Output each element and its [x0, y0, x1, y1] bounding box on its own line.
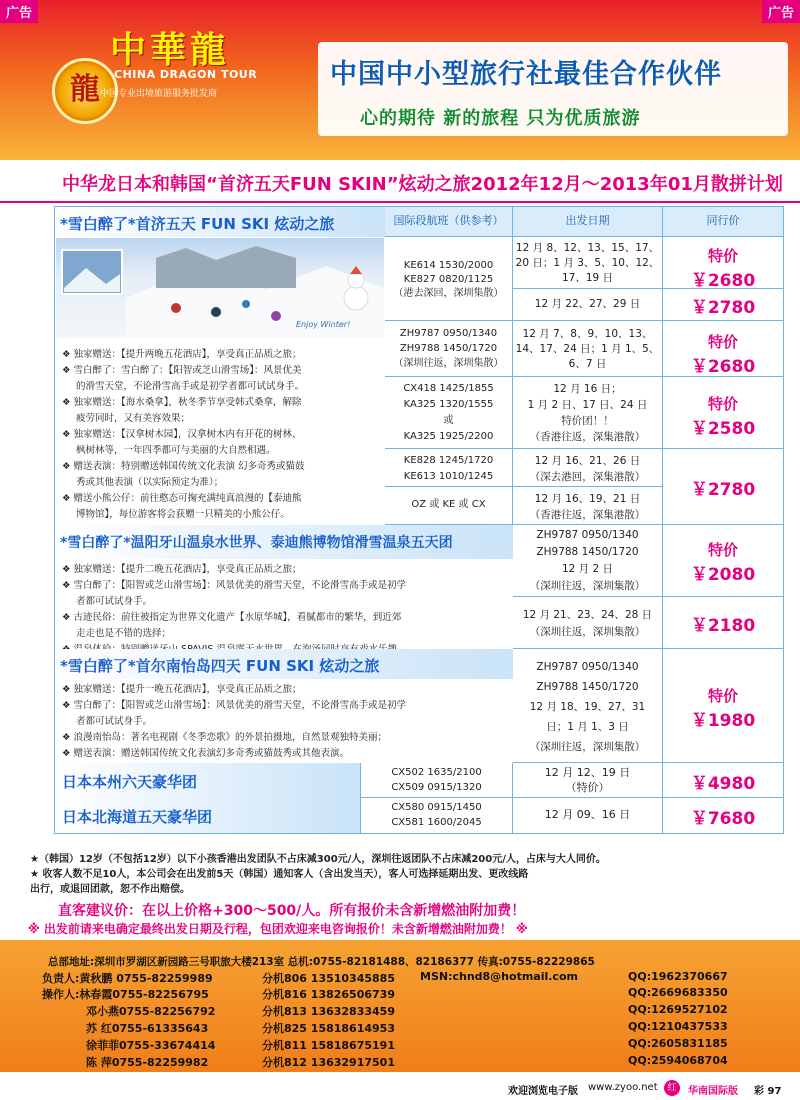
column-header-price: 同行价 [663, 207, 783, 237]
price-label: 特价 [707, 333, 738, 351]
price-label: 特价 [707, 247, 738, 265]
flight-line: ZH9787 0950/1340 [399, 328, 498, 339]
feature-item: ❖ 古迹民俗：前往被指定为世界文化遗产【水原华城】，看腻都市的繁华，到近郊 [62, 612, 402, 623]
contact-name: 操作人:林春霞0755-82256795 [42, 988, 209, 1001]
date-line: 12 月 16、21、26 日 [534, 455, 641, 467]
price-cell [663, 449, 783, 525]
contact-ext: 分机813 13632833459 [262, 1005, 395, 1018]
feature-item: ❖ 雪白醉了：【阳智或芝山滑雪场】：风景优美的滑雪天堂，不论滑雪高手或是初学 [62, 580, 407, 591]
flights-cell [360, 798, 513, 833]
dates-cell [513, 649, 663, 763]
date-line: ZH9788 1450/1720 [536, 546, 639, 558]
contact-qq: QQ:1210437533 [628, 1020, 728, 1033]
flight-line: CX581 1600/2045 [391, 817, 482, 828]
flights-cell [385, 449, 513, 487]
page-number: 彩 97 [754, 1086, 782, 1097]
hq-address: 总部地址:深圳市罗湖区新园路三号职旅大楼213室 总机:0755-82181488、82186377 传真:0755-82229865 [48, 956, 595, 968]
tour-name: *雪白醉了*温阳牙山温泉水世界、泰迪熊博物馆滑雪温泉五天团 [60, 535, 453, 551]
date-line: 20 日；1 月 3、5、10、12、 [515, 257, 660, 269]
contact-name: 苏 红0755-61335643 [86, 1022, 209, 1035]
flight-line: OZ 或 KE 或 CX [411, 499, 486, 510]
date-line: 特价团！！ [561, 415, 614, 427]
tour-features-3 [62, 682, 512, 762]
column-header-flights: 国际段航班（供参考） [385, 207, 513, 237]
date-line: （深圳往返，深圳集散） [529, 580, 646, 592]
price-value: ￥4980 [690, 774, 756, 794]
date-line: 12 月 09、16 日 [544, 808, 631, 821]
tour-name: 日本本州六天豪华团 [62, 773, 198, 791]
feature-item: 秀或其他表演（以实际预定为准）； [76, 477, 224, 488]
flights-cell [385, 487, 513, 525]
date-line: （深圳往返，深圳集散） [529, 626, 646, 638]
tour-features-1 [62, 347, 384, 523]
date-line: 12 月 21、23、24、28 日 [522, 609, 653, 621]
date-line: 12 月 7、8、9、10、13、 [522, 328, 653, 340]
date-line: 12 月 12、19 日 [544, 766, 631, 779]
dates-cell [513, 449, 663, 487]
feature-item: ❖ 浪漫南怡岛：著名电视剧《冬季恋歌》的外景拍摄地，自然景观独特美丽； [62, 732, 388, 743]
feature-item: ❖ 赠送表演：赠送韩国传统文化表演幻多奇秀或猫鼓秀或其他表演。 [62, 748, 350, 759]
ad-tag-right: 广告 [762, 0, 800, 23]
dates-cell [513, 377, 663, 449]
flight-line: 或 [443, 415, 454, 426]
price-value: ￥2680 [690, 357, 756, 377]
dates-cell [513, 289, 663, 321]
flight-line: KE827 0820/1125 [403, 274, 494, 285]
feature-item: 疲劳同时，又有美容效果； [76, 413, 191, 424]
feature-item: ❖ 雪白醉了：雪白醉了：【阳智或芝山滑雪场】：风景优美 [62, 365, 302, 376]
ad-tag-left: 广告 [0, 0, 38, 23]
date-line: （深去港回，深集港散） [529, 471, 646, 483]
slogan: 心的期待 新的旅程 只为优质旅游 [360, 108, 641, 129]
date-line: 14、17、24 日；1 月 1、5、 [515, 343, 660, 355]
flight-line: （深圳往返，深圳集散） [393, 358, 504, 369]
price-cell [663, 763, 783, 798]
contact-ext: 分机811 15818675191 [262, 1039, 395, 1052]
feature-item: 的滑雪天堂，不论滑雪高手或是初学者都可试试身手。 [76, 381, 305, 392]
contact-ext: 分机816 13826506739 [262, 988, 395, 1001]
date-line: （深圳往返，深圳集散） [529, 741, 646, 753]
date-line: 日；1 月 1、3 日 [546, 721, 629, 733]
date-line: （香港往返，深集港散） [529, 431, 646, 443]
date-line: 12 月 16 日； [553, 383, 622, 395]
price-cell [663, 289, 783, 321]
dates-cell [513, 525, 663, 597]
feature-item: ❖ 赠送表演：特别赠送韩国传统文化表演 幻多奇秀或猫鼓 [62, 461, 305, 472]
column-header-dates: 出发日期 [513, 207, 663, 237]
flight-line: KE828 1245/1720 [403, 455, 494, 466]
flight-line: CX509 0915/1320 [391, 782, 482, 793]
tour-name: 日本北海道五天豪华团 [62, 808, 213, 826]
flight-line: CX502 1635/2100 [391, 767, 482, 778]
footer-brand: 华南国际版 [688, 1086, 738, 1097]
price-cell [663, 237, 783, 289]
price-value: ￥2580 [690, 419, 756, 439]
contact-qq: QQ:2594068704 [628, 1054, 728, 1067]
note-line: ★（韩国）12岁（不包括12岁）以下小孩香港出发团队不占床减300元/人，深圳往返团队不占床减200元/人，占床与大人同价。 [30, 854, 606, 865]
feature-item: ❖ 独家赠送：【提升一晚五花酒店】，享受真正品质之旅； [62, 684, 302, 695]
logo-chinese-name: 中華龍 [110, 29, 231, 71]
price-value: ￥1980 [690, 711, 756, 731]
price-value: ￥2180 [690, 616, 756, 636]
date-line: 12 月 16、19、21 日 [534, 493, 641, 505]
price-value: ￥2780 [690, 480, 756, 500]
dates-cell [513, 487, 663, 525]
date-line: ZH9788 1450/1720 [536, 681, 639, 693]
footer-url[interactable]: www.zyoo.net [588, 1082, 658, 1093]
contact-msn: MSN:chnd8@hotmail.com [420, 970, 578, 983]
price-cell [663, 649, 783, 763]
date-line: 12 月 2 日 [561, 563, 614, 575]
flight-line: KA325 1925/2200 [403, 431, 494, 442]
price-cell [663, 377, 783, 449]
ski-photo [56, 238, 384, 338]
tour-name: *雪白醉了*首济五天 FUN SKI 炫动之旅 [60, 215, 335, 233]
footer-text: 欢迎浏览电子版 [508, 1086, 578, 1097]
terms-notes [30, 852, 780, 897]
date-line: 6、7 日 [568, 358, 607, 370]
page-title: 中华龙日本和韩国“首济五天FUN SKIN”炫动之旅2012年12月～2013年01月散拼计划 [62, 174, 783, 195]
price-value: ￥2680 [690, 271, 756, 291]
contact-name: 负责人:黄秋鹏 0755-82259989 [42, 972, 213, 985]
price-label: 特价 [707, 687, 738, 705]
flight-line: ZH9788 1450/1720 [399, 343, 498, 354]
feature-item: ❖ 独家赠送：【汉拿树木园】，汉拿树木内有开花的树林、 [62, 429, 302, 440]
contact-qq: QQ:2669683350 [628, 986, 728, 999]
footer-badge-icon: 红 [664, 1080, 680, 1096]
contact-name: 邓小燕0755-82256792 [86, 1005, 216, 1018]
dates-cell [513, 237, 663, 289]
contact-name: 陈 萍0755-82259982 [86, 1056, 209, 1069]
dates-cell [513, 321, 663, 377]
price-value: ￥2780 [690, 298, 756, 318]
flights-cell [385, 377, 513, 449]
date-line: 12 月 18、19、27、31 [529, 701, 646, 713]
contact-qq: QQ:2605831185 [628, 1037, 728, 1050]
feature-item: 走走也是不错的选择； [76, 628, 172, 639]
date-line: （特价） [565, 781, 610, 794]
dates-cell [513, 798, 663, 833]
date-line: （香港往返，深集港散） [529, 509, 646, 521]
price-cell [663, 798, 783, 833]
date-line: ZH9787 0950/1340 [536, 529, 639, 541]
contact-qq: QQ:1962370667 [628, 970, 728, 983]
dates-cell [513, 763, 663, 798]
contact-ext: 分机825 15818614953 [262, 1022, 395, 1035]
feature-item: ❖ 独家赠送：【提升两晚五花酒店】，享受真正品质之旅； [62, 349, 302, 360]
booking-warning: ※ 出发前请来电确定最终出发日期及行程，包团欢迎来电咨询报价！未含新增燃油附加费！ ※ [28, 922, 528, 936]
price-cell [663, 321, 783, 377]
flight-line: KA325 1320/1555 [403, 399, 494, 410]
feature-item: ❖ 独家赠送：【海水桑拿】，秋冬季节享受韩式桑拿，解除 [62, 397, 302, 408]
tour-name: *雪白醉了*首尔南怡岛四天 FUN SKI 炫动之旅 [60, 657, 380, 675]
date-line: 12 月 22、27、29 日 [534, 298, 641, 310]
price-cell [663, 525, 783, 597]
flights-cell [385, 321, 513, 377]
date-line: 1 月 2 日、17 日、24 日 [527, 399, 648, 411]
flight-line: CX418 1425/1855 [403, 383, 494, 394]
date-line: 17、19 日 [561, 272, 614, 284]
price-value: ￥2080 [690, 565, 756, 585]
headline: 中国中小型旅行社最佳合作伙伴 [330, 59, 722, 90]
note-line: 出行，或退回团款，恕不作出赔偿。 [30, 884, 190, 895]
flights-cell [385, 237, 513, 321]
price-label: 特价 [707, 541, 738, 559]
suggested-price-note: 直客建议价：在以上价格+300～500/人。所有报价未含新增燃油附加费！ [58, 903, 526, 919]
price-value: ￥7680 [690, 809, 756, 829]
flights-cell [360, 763, 513, 798]
page-footer [0, 1072, 800, 1100]
price-label: 特价 [707, 395, 738, 413]
contact-qq: QQ:1269527102 [628, 1003, 728, 1016]
feature-item: ❖ 赠送小熊公仔：前往憨态可掬充满纯真浪漫的【泰迪熊 [62, 493, 302, 504]
flight-line: KE613 1010/1245 [403, 471, 494, 482]
flight-line: （港去深回，深圳集散） [393, 288, 504, 299]
flight-line: CX580 0915/1450 [391, 802, 482, 813]
photo-caption: Enjoy Winter! [296, 320, 351, 329]
feature-item: 者都可试试身手。 [76, 596, 153, 607]
logo-subtitle: 中国专业出境旅游服务批发商 [100, 89, 218, 99]
feature-item: 者都可试试身手。 [76, 716, 153, 727]
date-line: ZH9787 0950/1340 [536, 661, 639, 673]
note-line: ★ 收客人数不足10人，本公司会在出发前5天（韩国）通知客人（含出发当天），客人可选择延期出发、更改线路 [30, 869, 529, 880]
date-line: 12 月 8、12、13、15、17、 [515, 242, 660, 254]
flight-line: KE614 1530/2000 [403, 260, 494, 271]
feature-item: ❖ 雪白醉了：【阳智或芝山滑雪场】：风景优美的滑雪天堂，不论滑雪高手或是初学 [62, 700, 407, 711]
logo-english-name: CHINA DRAGON TOUR [114, 68, 258, 81]
contact-ext: 分机812 13632917501 [262, 1056, 395, 1069]
dragon-medal-icon: 龍 [52, 58, 118, 124]
feature-item: ❖ 独家赠送：【提升二晚五花酒店】，享受真正品质之旅； [62, 564, 302, 575]
feature-item: 枫树林等，一年四季都可与美丽的大自然相遇。 [76, 445, 276, 456]
contact-name: 徐菲菲0755-33674414 [86, 1039, 216, 1052]
dates-cell [513, 597, 663, 649]
feature-item: 博物馆】，每位游客将会获赠一只精美的小熊公仔。 [76, 509, 290, 520]
contact-ext: 分机806 13510345885 [262, 972, 395, 985]
tour-features-2 [62, 562, 512, 658]
price-cell [663, 597, 783, 649]
